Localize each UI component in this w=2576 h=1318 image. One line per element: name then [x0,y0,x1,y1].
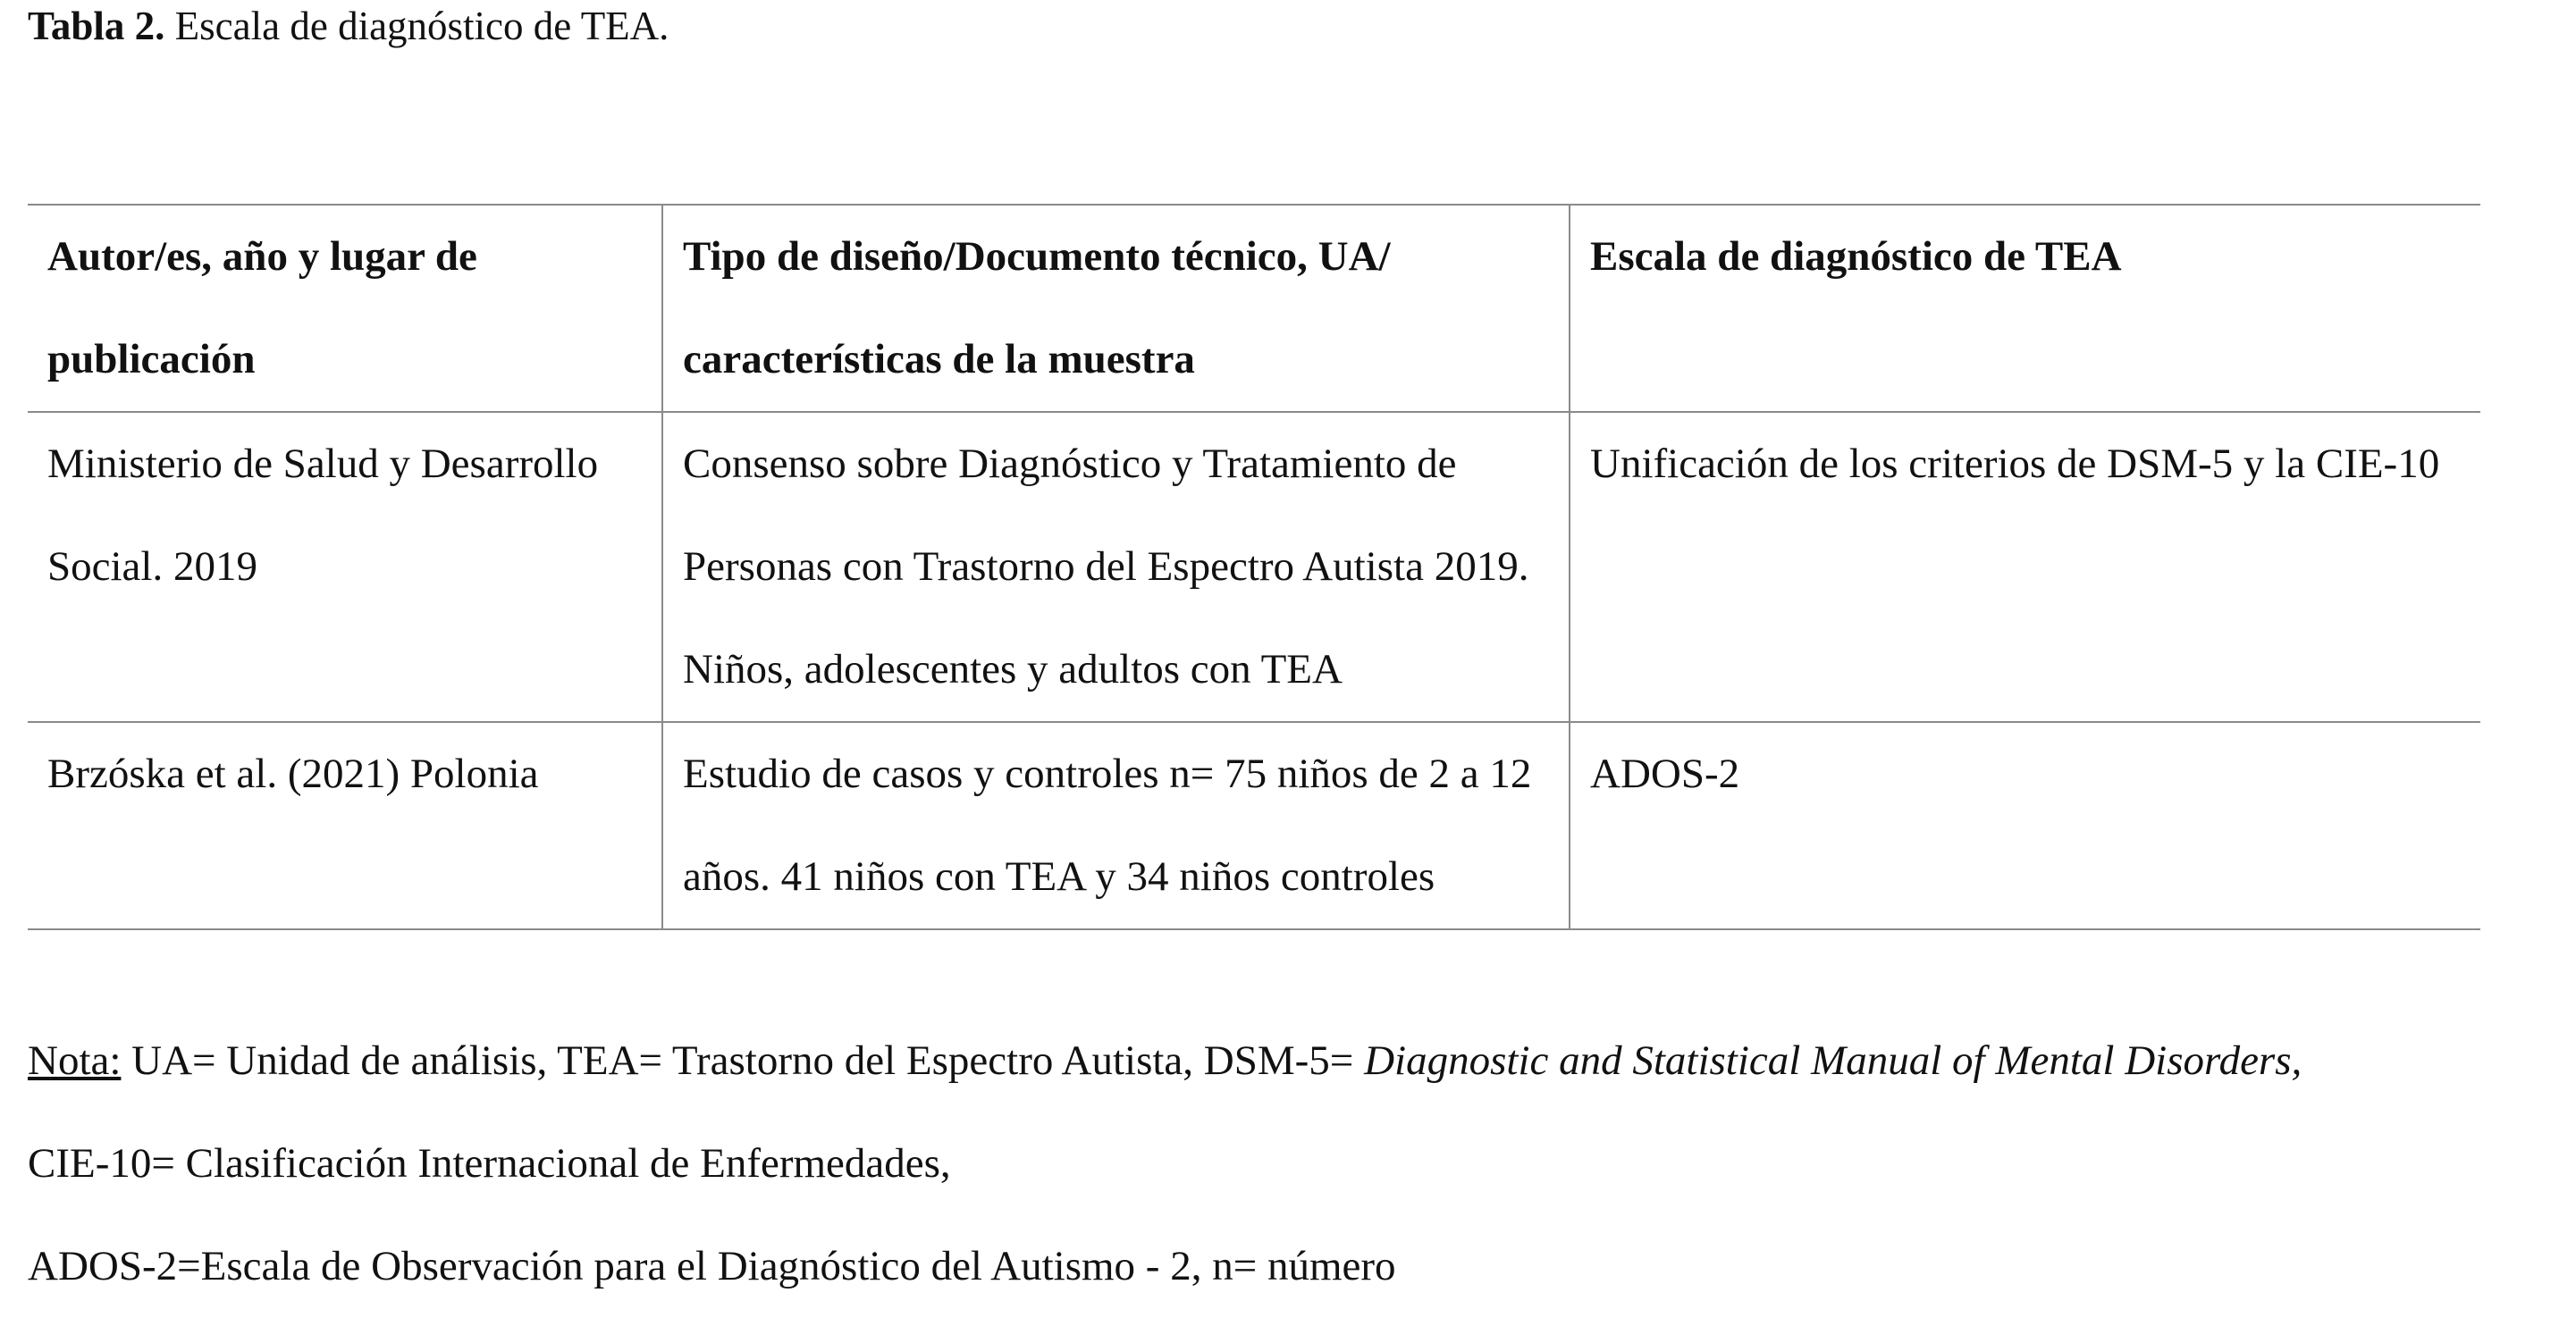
table-title: Escala de diagnóstico de TEA. [164,4,669,48]
note-label: Nota: [28,1037,122,1084]
note-dsm-title: Diagnostic and Statistical Manual of Mental Disorders, [1364,1037,2302,1084]
diagnosis-scale-table [28,204,2480,930]
cell-design: Consenso sobre Diagnóstico y Tratamiento de Personas con Trastorno del Espectro Autista 2019. Niños, adolescentes y adultos con TEA [662,412,1570,722]
note-line-1 [28,1010,2557,1112]
cell-scale: ADOS-2 [1570,722,2480,929]
table-caption [28,0,669,52]
note-line-2: CIE-10= Clasificación Internacional de Enfermedades, [28,1140,951,1187]
table-row [28,722,2480,929]
cell-author: Ministerio de Salud y Desarrollo Social. 2019 [28,412,662,722]
table-notes [28,1010,2557,1318]
table-header-row [28,205,2480,412]
table-number: Tabla 2. [28,4,165,48]
cell-author: Brzóska et al. (2021) Polonia [28,722,662,929]
cell-scale: Unificación de los criterios de DSM-5 y la CIE-10 [1570,412,2480,722]
header-scale: Escala de diagnóstico de TEA [1570,205,2480,412]
header-author: Autor/es, año y lugar de publicación [28,205,662,412]
cell-design: Estudio de casos y controles n= 75 niños de 2 a 12 años. 41 niños con TEA y 34 niños controles [662,722,1570,929]
table-row [28,412,2480,722]
header-design: Tipo de diseño/Documento técnico, UA/ características de la muestra [662,205,1570,412]
note-line-3: ADOS-2=Escala de Observación para el Diagnóstico del Autismo - 2, n= número [28,1243,1396,1289]
note-abbreviations: UA= Unidad de análisis, TEA= Trastorno del Espectro Autista, DSM-5= [121,1037,1365,1084]
